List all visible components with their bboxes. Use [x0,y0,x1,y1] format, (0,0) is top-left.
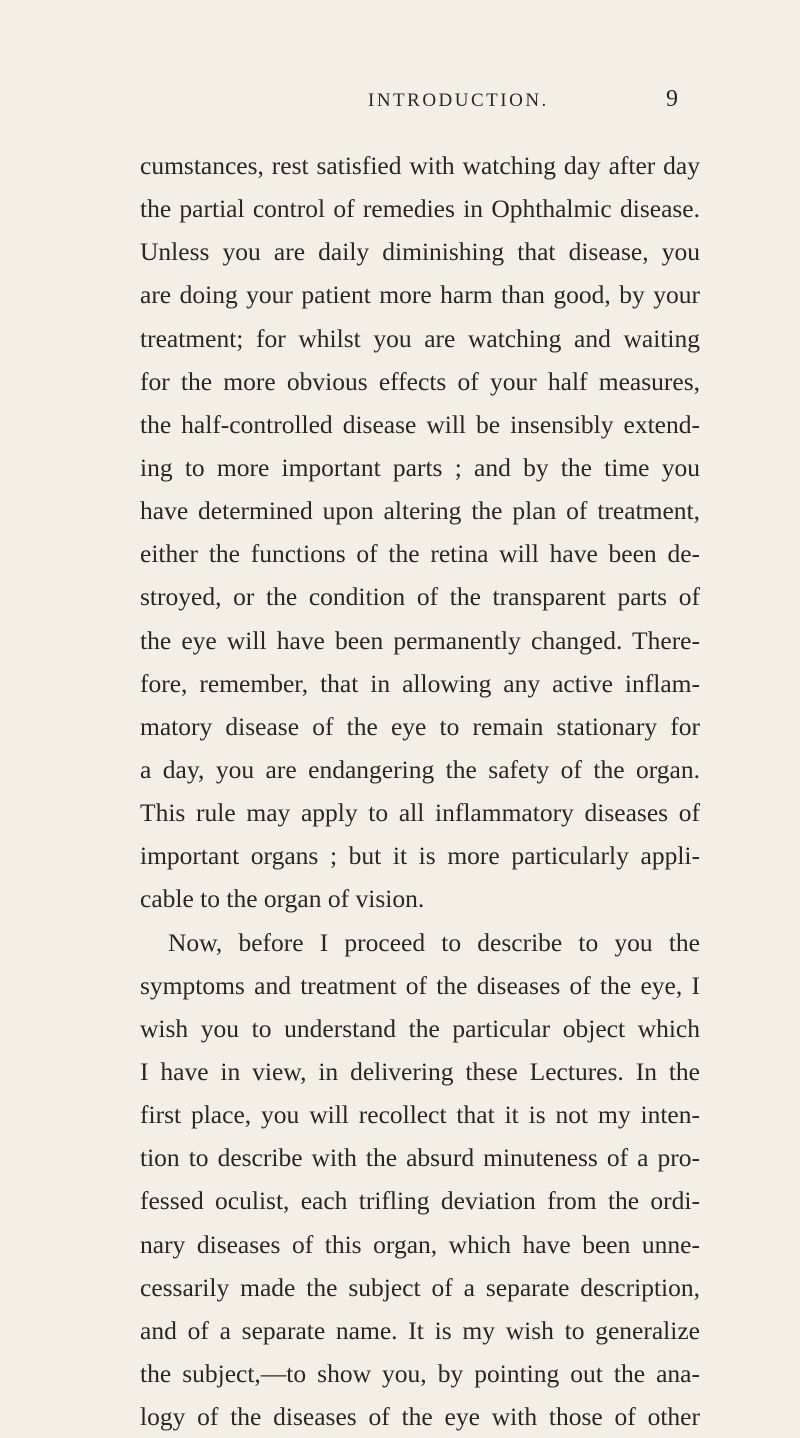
text-line: fessed oculist, each trifling deviation from the ordi- [140,1186,700,1216]
text-line: treatment; for whilst you are watching and waiting [140,323,700,353]
text-line: ing to more important parts ; and by the time you [140,452,700,482]
chapter-title: INTRODUCTION. [368,90,549,111]
text-line: the partial control of remedies in Ophthalmic disease. [140,194,700,224]
text-line: fore, remember, that in allowing any active inflam- [140,668,700,698]
text-line: important organs ; but it is more particularly appli- [140,841,700,871]
text-line: This rule may apply to all inflammatory diseases of [140,798,700,828]
text-line: I have in view, in delivering these Lectures. In the [140,1056,700,1086]
text-line: a day, you are endangering the safety of the organ. [140,754,700,784]
text-line: nary diseases of this organ, which have been unne- [140,1229,700,1259]
text-line: tion to describe with the absurd minuteness of a pro- [140,1143,700,1173]
text-line: wish you to understand the particular object which [140,1013,700,1043]
text-line: stroyed, or the condition of the transparent parts of [140,582,700,612]
text-line: are doing your patient more harm than good, by your [140,280,700,310]
text-line: the subject,—to show you, by pointing out the ana- [140,1358,700,1388]
text-line: have determined upon altering the plan of treatment, [140,496,700,526]
text-line: cumstances, rest satisfied with watching day after day [140,151,700,180]
paragraph-start-line: Now, before I proceed to describe to you the [168,927,700,957]
text-line: symptoms and treatment of the diseases of the eye, I [140,970,700,1000]
text-line: cessarily made the subject of a separate description, [140,1272,700,1302]
text-line: the eye will have been permanently changed. There- [140,625,700,655]
paragraph-end-line: cable to the organ of vision. [140,884,425,914]
text-line: first place, you will recollect that it is not my inten- [140,1100,700,1130]
page-number: 9 [666,86,678,112]
text-line: and of a separate name. It is my wish to generalize [140,1315,700,1345]
text-line: the half-controlled disease will be insensibly extend- [140,409,700,439]
text-line: matory disease of the eye to remain stationary for [140,711,700,741]
text-line: Unless you are daily diminishing that disease, you [140,237,700,267]
running-head [0,86,800,126]
body-text [140,144,700,1438]
text-line: for the more obvious effects of your half measures, [140,366,700,396]
text-line: either the functions of the retina will have been de- [140,539,700,569]
text-line: logy of the diseases of the eye with those of other [140,1402,700,1432]
